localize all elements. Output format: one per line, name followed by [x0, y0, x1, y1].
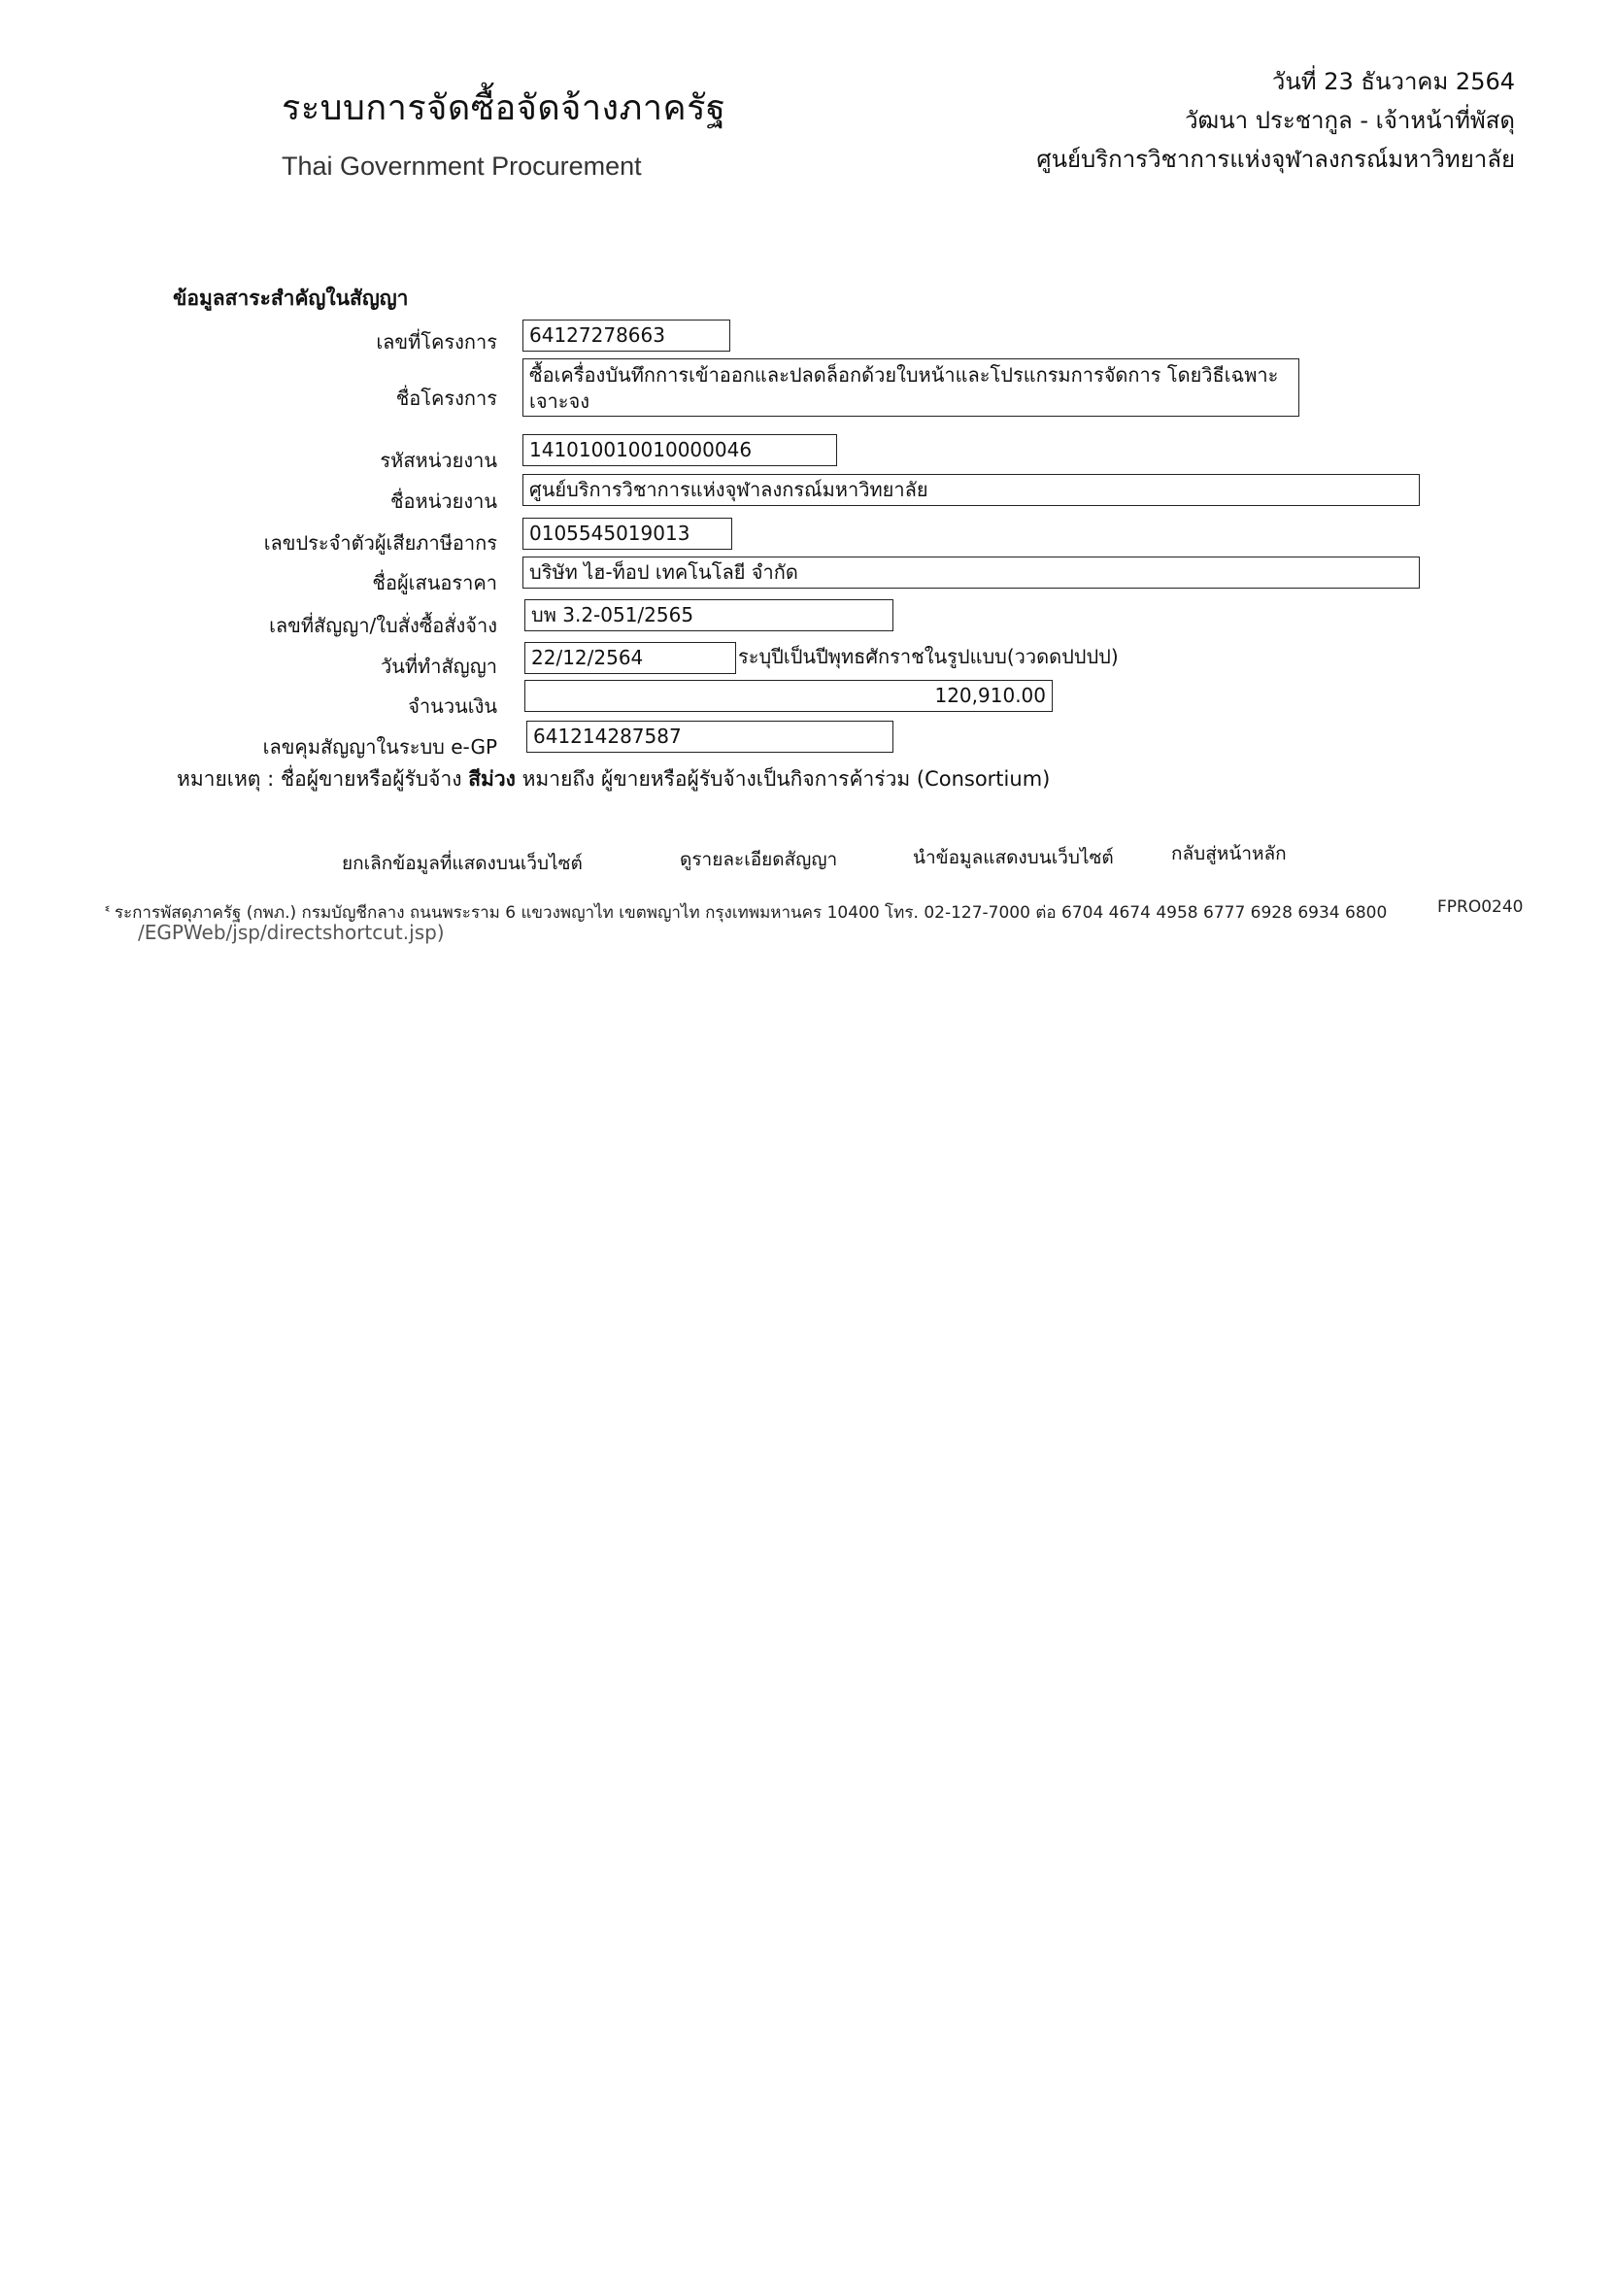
project-no-label: เลขที่โครงการ: [376, 330, 497, 354]
agency-name-label: ชื่อหน่วยงาน: [389, 490, 497, 513]
egp-control-no-label: เลขคุมสัญญาในระบบ e-GP: [262, 735, 497, 759]
egp-control-no-field[interactable]: 641214287587: [526, 721, 893, 753]
agency-name-field[interactable]: ศูนย์บริการวิชาการแห่งจุฬาลงกรณ์มหาวิทยาลัย: [522, 474, 1420, 506]
tax-id-field[interactable]: 0105545019013: [522, 518, 732, 550]
contract-date-field[interactable]: 22/12/2564: [524, 642, 736, 674]
agency-code-field[interactable]: 141010010010000046: [522, 434, 837, 466]
page-code: FPRO0240: [1437, 897, 1524, 917]
footer-agency-fragment: ᓫ ระการพัสดุภาครัฐ (กพภ.): [105, 903, 297, 923]
header-organization: ศูนย์บริการวิชาการแห่งจุฬาลงกรณ์มหาวิทยาลัย: [1036, 146, 1515, 173]
amount-label: จำนวนเงิน: [408, 694, 497, 718]
project-name-field[interactable]: ซื้อเครื่องบันทึกการเข้าออกและปลดล็อกด้วยใบหน้าและโปรแกรมการจัดการ โดยวิธีเฉพาะเจาะจง: [522, 358, 1299, 417]
view-contract-detail-link[interactable]: ดูรายละเอียดสัญญา: [680, 849, 838, 870]
remark-note: [177, 763, 1050, 795]
project-name-label: ชื่อโครงการ: [395, 387, 497, 410]
page-url: /EGPWeb/jsp/directshortcut.jsp): [138, 921, 445, 944]
contract-no-label: เลขที่สัญญา/ใบสั่งซื้อสั่งจ้าง: [269, 614, 497, 637]
amount-field[interactable]: 120,910.00: [524, 680, 1053, 712]
bidder-name-field[interactable]: บริษัท ไฮ-ท็อป เทคโนโลยี จำกัด: [522, 557, 1420, 589]
agency-code-label: รหัสหน่วยงาน: [380, 449, 497, 472]
publish-web-display-link[interactable]: นำข้อมูลแสดงบนเว็บไซต์: [913, 847, 1114, 868]
remark-emphasis: สีม่วง: [468, 767, 516, 791]
system-subtitle: Thai Government Procurement: [282, 152, 642, 181]
contract-no-field[interactable]: บพ 3.2-051/2565: [524, 599, 893, 631]
back-home-link[interactable]: กลับสู่หน้าหลัก: [1171, 843, 1287, 864]
bidder-name-label: ชื่อผู้เสนอราคา: [372, 571, 497, 594]
cancel-web-display-link[interactable]: ยกเลิกข้อมูลที่แสดงบนเว็บไซต์: [342, 853, 583, 874]
header-user: วัฒนา ประชากูล - เจ้าหน้าที่พัสดุ: [1185, 107, 1515, 134]
header-date: วันที่ 23 ธันวาคม 2564: [1271, 68, 1515, 95]
contract-date-hint: ระบุปีเป็นปีพุทธศักราชในรูปแบบ(ววดดปปปป): [738, 645, 1119, 668]
footer-address-text: กรมบัญชีกลาง ถนนพระราม 6 แขวงพญาไท เขตพญาไท กรุงเทพมหานคร 10400 โทร. 02-127-7000 ต่อ 6704 4674 4958 6777 6928 6934 6800: [301, 903, 1388, 923]
remark-suffix: หมายถึง ผู้ขายหรือผู้รับจ้างเป็นกิจการค้าร่วม (Consortium): [521, 767, 1051, 791]
tax-id-label: เลขประจำตัวผู้เสียภาษีอากร: [263, 531, 497, 555]
system-title: ระบบการจัดซื้อจัดจ้างภาครัฐ: [282, 88, 726, 128]
contract-date-label: วันที่ทำสัญญา: [380, 655, 497, 678]
header-info: [1036, 62, 1515, 179]
remark-prefix: หมายเหตุ : ชื่อผู้ขายหรือผู้รับจ้าง: [177, 767, 462, 791]
project-no-field[interactable]: 64127278663: [522, 320, 730, 352]
section-title: ข้อมูลสาระสำคัญในสัญญา: [173, 287, 409, 310]
